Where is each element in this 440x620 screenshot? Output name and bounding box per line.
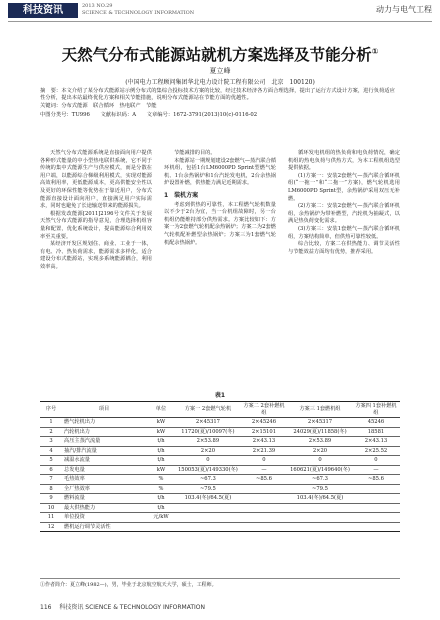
table-body xyxy=(40,418,400,532)
table-row xyxy=(40,446,400,456)
table-row xyxy=(40,437,400,447)
header-rule xyxy=(8,21,432,22)
table-cell: 毛热效率 xyxy=(62,475,146,485)
table-cell: kW xyxy=(146,465,176,475)
page-footer xyxy=(40,602,400,611)
table-cell: t/h xyxy=(146,437,176,447)
table-cell: ~79.5 xyxy=(288,484,352,494)
table-cell: 45246 xyxy=(352,418,400,428)
table-cell: 单位投资 xyxy=(62,513,146,523)
table-cell: 高压主蒸汽流量 xyxy=(62,437,146,447)
table-cell: 10 xyxy=(40,503,62,513)
paragraph: (2)方案二：安装2套燃气—蒸汽联合循环机组，余热锅炉为带补燃型，汽轮机为抽凝式，以满足热负荷变化需求。 xyxy=(288,203,400,225)
table-cell: ~79.5 xyxy=(176,484,240,494)
page-header xyxy=(0,0,440,20)
table-row xyxy=(40,522,400,532)
table-cell: % xyxy=(146,475,176,485)
table-cell: 2×21.39 xyxy=(240,446,288,456)
table-cell: — xyxy=(240,465,288,475)
paragraph: (1)方案一：安装2套燃气—蒸汽联合循环机组(“一拖一”和“二拖一”方案)，燃气轮机选用LM6000PD Sprint型，余热锅炉采用双压无补燃。 xyxy=(288,172,400,202)
table-row xyxy=(40,484,400,494)
table-cell: kW xyxy=(146,427,176,437)
table-cell: 总发电量 xyxy=(62,465,146,475)
author: 夏立峰 xyxy=(209,67,231,75)
table-cell: t/h xyxy=(146,494,176,504)
table-cell: t/h xyxy=(146,446,176,456)
table-header-cell: 方案四 1套补燃机组 xyxy=(352,402,400,418)
table-row xyxy=(40,418,400,428)
paragraph: (3)方案三：安装1套燃气—蒸汽联合循环机组，方案结构简单，但供热可靠性较低。 xyxy=(288,225,400,240)
table-cell: 9 xyxy=(40,494,62,504)
table-row xyxy=(40,494,400,504)
table-row xyxy=(40,456,400,466)
table-cell: 2×20 xyxy=(176,446,240,456)
table-cell: ~67.3 xyxy=(176,475,240,485)
table-cell: 6 xyxy=(40,465,62,475)
table-header-cell: 单位 xyxy=(146,402,176,418)
table-cell: t/h xyxy=(146,503,176,513)
table-cell: 最大供热能力 xyxy=(62,503,146,513)
table-block xyxy=(40,390,400,532)
table-cell: 元/kW xyxy=(146,513,176,523)
table-header-cell: 方案三 1套燃机组 xyxy=(288,402,352,418)
table-cell: 2×53.89 xyxy=(176,437,240,447)
classification-meta: 中图分类号：TU996 文献标识码：A 文章编号：1672-3791(2013)10(c)-0116-02 xyxy=(40,111,258,118)
table-cell: 1 xyxy=(40,418,62,428)
body-column-2 xyxy=(164,150,276,247)
table-cell: 0 xyxy=(352,456,400,466)
table-row xyxy=(40,427,400,437)
table-cell: 0 xyxy=(176,456,240,466)
table-header-cell: 序号 xyxy=(40,402,62,418)
table-cell: 5 xyxy=(40,456,62,466)
table-cell xyxy=(240,503,288,513)
table-cell: 2×20 xyxy=(288,446,352,456)
table-cell: 11720(夏)/10097(冬) xyxy=(176,427,240,437)
table-cell: 抽汽/排汽流量 xyxy=(62,446,146,456)
table-cell xyxy=(352,484,400,494)
table-cell xyxy=(240,494,288,504)
keywords: 关键词：分布式能源 联合循环 热电联产 节能 xyxy=(40,103,157,110)
table-cell xyxy=(352,494,400,504)
table-cell: 2×43.13 xyxy=(240,437,288,447)
table-cell: ~85.6 xyxy=(352,475,400,485)
table-cell: 7 xyxy=(40,475,62,485)
table-cell: 2×45317 xyxy=(176,418,240,428)
comparison-table xyxy=(40,401,400,532)
footnote: ①作者简介：夏立峰(1982—)，男，毕业于北京航空航天大学，硕士，工程师。 xyxy=(40,578,400,588)
journal-tag: 科技资讯 xyxy=(8,3,78,18)
table-row xyxy=(40,475,400,485)
column-name: 动力与电气工程 xyxy=(376,5,432,14)
table-cell: 燃机运行调节灵活性 xyxy=(62,522,146,532)
table-cell: 0 xyxy=(240,456,288,466)
paragraph: 某经济开发区规划住、商业、工业于一体，有电、冷、热负荷需求，能源需求多样化，适合建设分布式能源站，实现多系统能源耦合，利用效率高。 xyxy=(40,241,152,270)
table-cell: t/h xyxy=(146,456,176,466)
table-cell: 2×53.89 xyxy=(288,437,352,447)
table-cell xyxy=(240,522,288,532)
table-cell xyxy=(176,522,240,532)
abstract: 摘 要：本文介绍了某分布式能源站示例分布式的集综合投标技术方案的比较，经过技术经济各方面合理选择，提出了运行方式设计方案，进行负荷适应性分析，提出本站最终优化方案和相关节能措施，说明分布式能源站在节能方面的优越性。 xyxy=(40,88,395,102)
table-cell: 汽轮机出力 xyxy=(62,427,146,437)
table-cell: 103.4(冬)/64.5(夏) xyxy=(288,494,352,504)
table-cell: 2×45246 xyxy=(240,418,288,428)
table-row xyxy=(40,513,400,523)
paragraph: 本能源站一期规划建设2套燃气—蒸汽联合循环机组，包括1台LM6000PD Sprint型燃气轮机、1台余热锅炉和1台汽轮发电机，2台余热锅炉设置补燃，供热能力满足近期需求。 xyxy=(164,157,276,187)
footer-journal: 科技资讯 SCIENCE & TECHNOLOGY INFORMATION xyxy=(59,604,206,611)
table-title: 表1 xyxy=(214,392,226,399)
table-cell xyxy=(176,513,240,523)
table-cell xyxy=(352,503,400,513)
table-cell xyxy=(240,513,288,523)
affiliation: (中国电力工程顾问集团华北电力设计院工程有限公司 北京 100120) xyxy=(125,79,315,86)
table-cell: 4 xyxy=(40,446,62,456)
table-cell: 2×25.52 xyxy=(352,446,400,456)
table-cell: 燃料流量 xyxy=(62,494,146,504)
table-cell: — xyxy=(352,465,400,475)
table-cell: % xyxy=(146,484,176,494)
table-cell: ~67.3 xyxy=(288,475,352,485)
article-title xyxy=(0,43,440,65)
body-column-3 xyxy=(288,150,400,256)
table-header-cell: 项目 xyxy=(62,402,146,418)
table-cell: 2 xyxy=(40,427,62,437)
table-row xyxy=(40,503,400,513)
abstract-block xyxy=(40,88,400,142)
table-cell: 103.4(冬)/64.5(夏) xyxy=(176,494,240,504)
table-cell: 2×43.13 xyxy=(352,437,400,447)
title-text: 天然气分布式能源站就机方案选择及节能分析 xyxy=(61,46,372,64)
table-cell: 全厂热效率 xyxy=(62,484,146,494)
table-cell: 24029(夏)/11858(冬) xyxy=(288,427,352,437)
table-cell xyxy=(288,522,352,532)
table-cell: 11 xyxy=(40,513,62,523)
paragraph: 根据发改能源[2011]2196号文件关于发展天然气分布式能源的指导意见，合理选择机组容量和配置，优化系统设计，提高能源综合利用效率至关重要。 xyxy=(40,210,152,240)
body-column-1 xyxy=(40,150,152,272)
table-cell: 12 xyxy=(40,522,62,532)
paragraph: 考虑到供热的可靠性，本工程燃气轮机数量以不少于2台为宜，当一台机组故障时，另一台机组仍能维持部分供热需求。方案比较如下：方案一为2套燃气轮机配余热锅炉；方案二为2套燃气轮机配补燃型余热锅炉；方案三为1套燃气轮机配余热锅炉。 xyxy=(164,201,276,246)
title-note: ① xyxy=(371,46,379,56)
table-cell: 18581 xyxy=(352,427,400,437)
table-cell: 150053(夏)/149330(冬) xyxy=(178,466,238,473)
table-cell: kW xyxy=(146,418,176,428)
table-cell: 2×15101 xyxy=(240,427,288,437)
paragraph: 综合比较，方案二在供热能力、调节灵活性与节能效益方面均有优势，推荐采用。 xyxy=(288,241,400,255)
table-cell xyxy=(146,522,176,532)
issue-line-1: 2013 NO.29 xyxy=(82,3,113,9)
table-cell: 2×45317 xyxy=(288,418,352,428)
table-cell: 燃气轮机出力 xyxy=(62,418,146,428)
table-cell: 3 xyxy=(40,437,62,447)
paragraph: 循环发电机组的热负荷和电负荷情况，确定机组的热电负荷与供热方式，为本工程机组选型提供依据。 xyxy=(288,150,400,172)
table-cell xyxy=(352,513,400,523)
table-header-cell: 方案二 2套补燃机组 xyxy=(240,402,288,418)
table-cell: ~85.6 xyxy=(240,475,288,485)
paragraph: 节能减排的目的。 xyxy=(174,150,216,156)
table-header-cell: 方案一 2套燃气轮机 xyxy=(176,402,240,418)
page-number: 116 xyxy=(40,604,52,611)
table-cell xyxy=(288,503,352,513)
section-heading: 1 装机方案 xyxy=(164,191,199,199)
table-cell: 160621(夏)/149640(冬) xyxy=(290,466,350,473)
paragraph: 天然气分布式能源系统是直接面向用户提供各种形式能量的中小型热电联供系统，它不同于传统的集中式能源生产与供应模式，而是分散在用户端，以能源综合梯级利用模式，实现对能源高效利用率，更低能源成本，更高供能安全性以及更好的环保性能等优势在于靠近用户，分布式能源直接设计面向用户，直接满足用户实际需求，同时也避免了长途输送带来的能源损失。 xyxy=(40,150,152,210)
table-cell xyxy=(288,513,352,523)
table-header-row xyxy=(40,402,400,418)
issue-info xyxy=(82,3,194,17)
table-row xyxy=(40,465,400,475)
table-cell xyxy=(176,503,240,513)
table-cell xyxy=(352,522,400,532)
issue-line-2: SCIENCE & TECHNOLOGY INFORMATION xyxy=(82,10,195,16)
table-cell: 8 xyxy=(40,484,62,494)
table-cell xyxy=(240,484,288,494)
table-cell: 减温水流量 xyxy=(62,456,146,466)
table-cell: 0 xyxy=(288,456,352,466)
